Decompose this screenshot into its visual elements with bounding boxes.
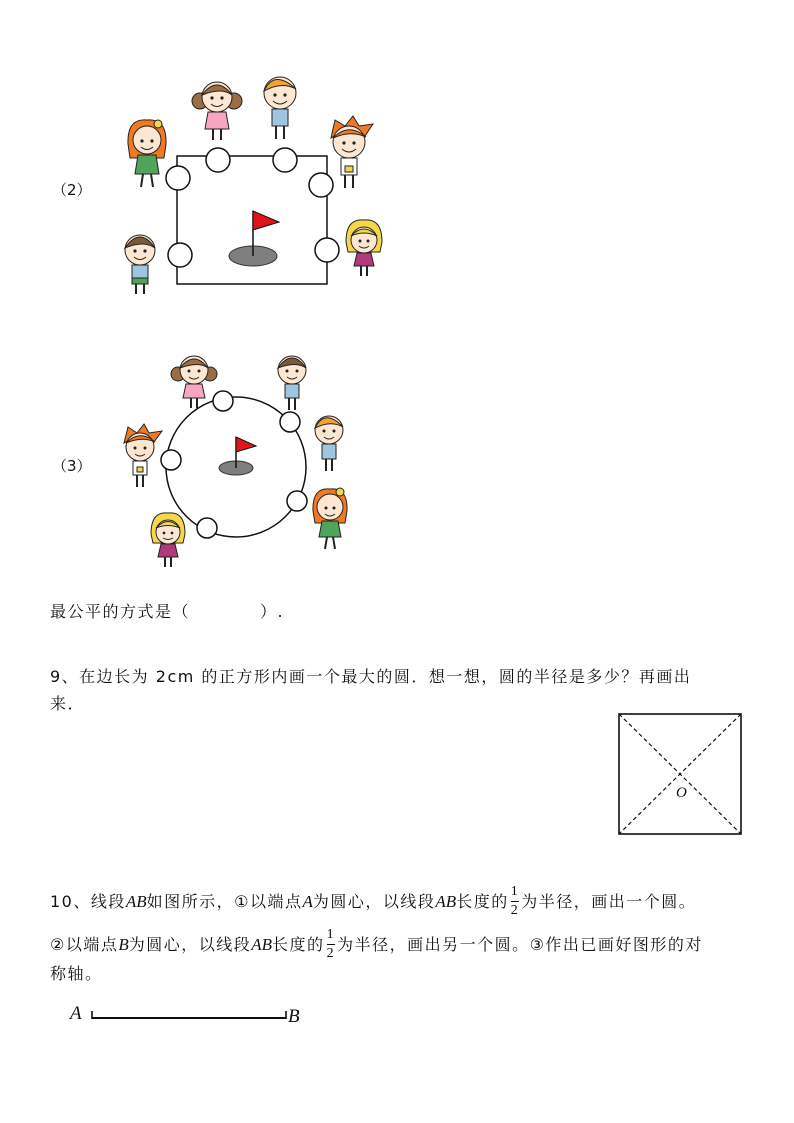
q10-text: 如图所示，①以端点 xyxy=(146,892,303,911)
boy-orange-spiky-hair-icon xyxy=(331,116,373,188)
girl-blonde-hair-icon xyxy=(151,513,185,567)
fraction-one-half: $\frac{1}{2}$ xyxy=(326,927,336,961)
position-circle xyxy=(166,166,190,190)
position-circle xyxy=(315,238,339,262)
q10-text: 长度的 xyxy=(456,892,509,911)
q10-text: 为圆心，以线段 xyxy=(128,935,252,954)
position-circle xyxy=(197,518,217,538)
question-10-line-1 xyxy=(50,886,696,919)
girl-blonde-hair-icon xyxy=(346,220,382,276)
position-circle xyxy=(280,412,300,432)
segment-name: AB xyxy=(125,892,147,911)
position-circle xyxy=(309,173,333,197)
q10-text: 为半径，画出另一个圆。③作出已画好图形的对 xyxy=(337,935,703,954)
girl-orange-hair-icon xyxy=(128,120,166,187)
segment-name: AB xyxy=(435,892,457,911)
center-label-o: O xyxy=(676,785,687,801)
question-9-line-2: 来． xyxy=(50,694,86,713)
boy-brown-hair-icon xyxy=(278,356,306,410)
position-circle xyxy=(206,148,230,172)
flag-icon xyxy=(236,437,256,452)
q10-text: ②以端点 xyxy=(50,935,119,954)
square-with-diagonals xyxy=(618,713,742,835)
figure-3-circle-diagram xyxy=(0,330,794,580)
point-a-name: A xyxy=(302,892,313,911)
position-circle xyxy=(161,450,181,470)
point-b-name: B xyxy=(118,935,129,954)
position-circle xyxy=(168,243,192,267)
position-circle xyxy=(213,391,233,411)
question-10-line-3: 称轴。 xyxy=(50,964,103,983)
boy-orange-hair-icon xyxy=(315,416,343,471)
segment-name: AB xyxy=(251,935,273,954)
boy-orange-hair-icon xyxy=(264,77,296,139)
fair-question: 最公平的方式是（ ）. xyxy=(50,602,285,621)
q10-text: 长度的 xyxy=(272,935,325,954)
boy-brown-hair-icon xyxy=(125,235,155,294)
flag-icon xyxy=(253,211,279,230)
segment-ab xyxy=(90,1008,290,1022)
boy-orange-spiky-hair-icon xyxy=(124,424,162,487)
girl-pigtails-icon xyxy=(171,356,217,408)
q10-text: 10、线段 xyxy=(50,892,126,911)
q10-text: 为圆心，以线段 xyxy=(312,892,436,911)
girl-pigtails-icon xyxy=(192,82,242,140)
figure-3-label: （3） xyxy=(52,457,92,475)
position-circle xyxy=(273,148,297,172)
figure-2-square-diagram xyxy=(0,0,794,320)
position-circle xyxy=(287,491,307,511)
girl-orange-hair-icon xyxy=(313,488,347,549)
question-10-line-2 xyxy=(50,929,703,962)
q10-text: 为半径，画出一个圆。 xyxy=(521,892,697,911)
segment-label-b: B xyxy=(288,1006,300,1027)
figure-2-label: （2） xyxy=(52,181,92,199)
fraction-one-half: $\frac{1}{2}$ xyxy=(510,884,520,918)
segment-label-a: A xyxy=(70,1003,82,1024)
question-9-line-1: 9、在边长为 2cm 的正方形内画一个最大的圆．想一想，圆的半径是多少？再画出 xyxy=(50,667,692,686)
